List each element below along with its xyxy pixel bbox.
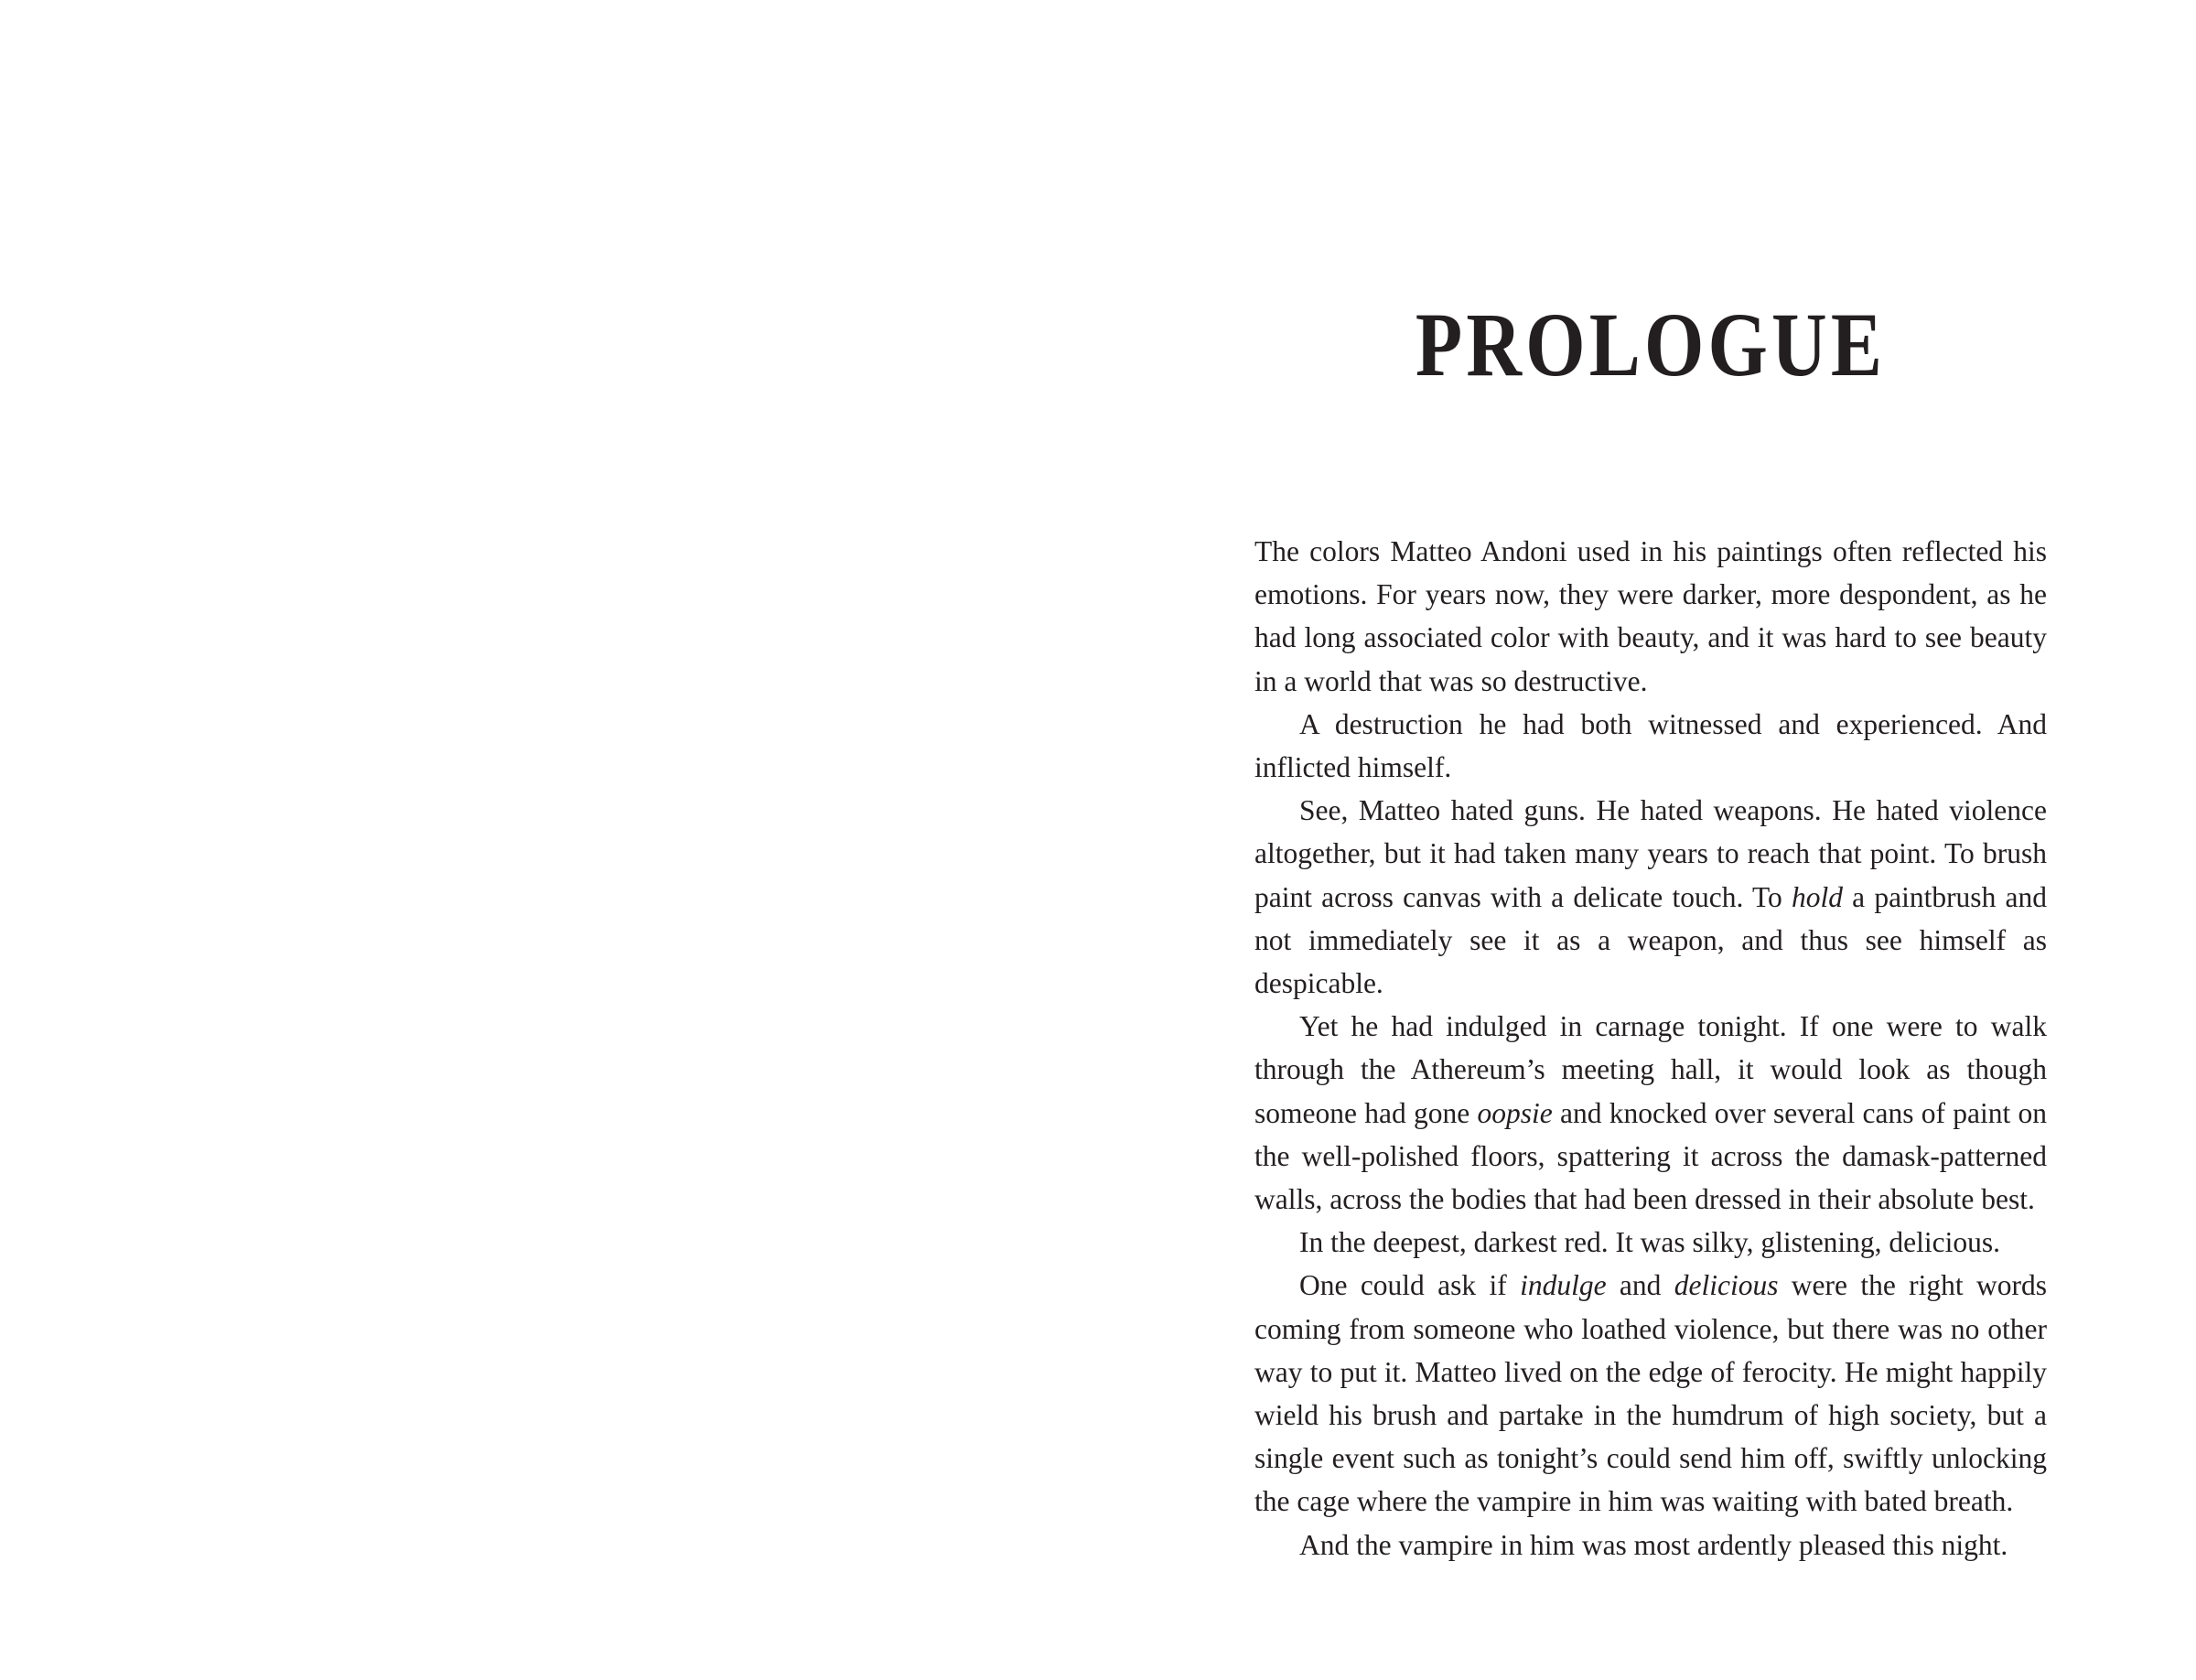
paragraph xyxy=(1254,1264,2047,1523)
italic-text: oopsie xyxy=(1477,1096,1553,1129)
paragraph xyxy=(1254,1524,2047,1567)
text-segment: And the vampire in him was most ardently pleased this night. xyxy=(1299,1528,2008,1561)
text-segment: The colors Matteo Andoni used in his paintings often reflected his emotions. For years now, they were darker, more despondent, as he had long associated color with beauty, and it was hard to see beauty in a world that was so destructive. xyxy=(1254,535,2047,697)
text-segment: and knocked over several cans of paint on the well-polished floors, spattering it across the damask-patterned walls, across the bodies that had been dressed in their absolute best. xyxy=(1254,1096,2048,1216)
paragraph xyxy=(1254,530,2047,703)
text-segment: Yet he had indulged in carnage tonight. If one were to walk through the Athereum’s meeting hall, it would look as though someone had gone xyxy=(1254,1010,2047,1129)
text-segment: and xyxy=(1606,1269,1674,1302)
text-segment: One could ask if xyxy=(1299,1269,1521,1302)
paragraph xyxy=(1254,1005,2047,1221)
paragraph xyxy=(1254,1221,2047,1264)
prologue-body xyxy=(1254,530,2047,1567)
text-segment: A destruction he had both witnessed and experienced. And inflicted himself. xyxy=(1254,707,2047,784)
italic-text: delicious xyxy=(1674,1269,1779,1302)
paragraph xyxy=(1254,789,2047,1005)
text-segment: In the deepest, darkest red. It was silky, glistening, delicious. xyxy=(1299,1226,2001,1259)
text-segment: See, Matteo hated guns. He hated weapons. He hated violence altogether, but it had taken many years to reach that point. To brush paint across canvas with a delicate touch. To xyxy=(1254,794,2047,913)
italic-text: indulge xyxy=(1520,1269,1607,1302)
text-segment: were the right words coming from someone who loathed violence, but there was no other way to put it. Matteo lived on the edge of ferocity. He might happily wield his brush and partake in the humdrum of high society, but a single event such as tonight’s could send him off, swiftly unlocking the cage where the vampire in him was waiting with bated breath. xyxy=(1254,1269,2047,1518)
chapter-title: PROLOGUE xyxy=(1415,294,1887,395)
italic-text: hold xyxy=(1791,880,1843,913)
text-segment: a paintbrush and not immediately see it as a weapon, and thus see himself as despicable. xyxy=(1254,880,2047,1000)
paragraph xyxy=(1254,703,2047,789)
